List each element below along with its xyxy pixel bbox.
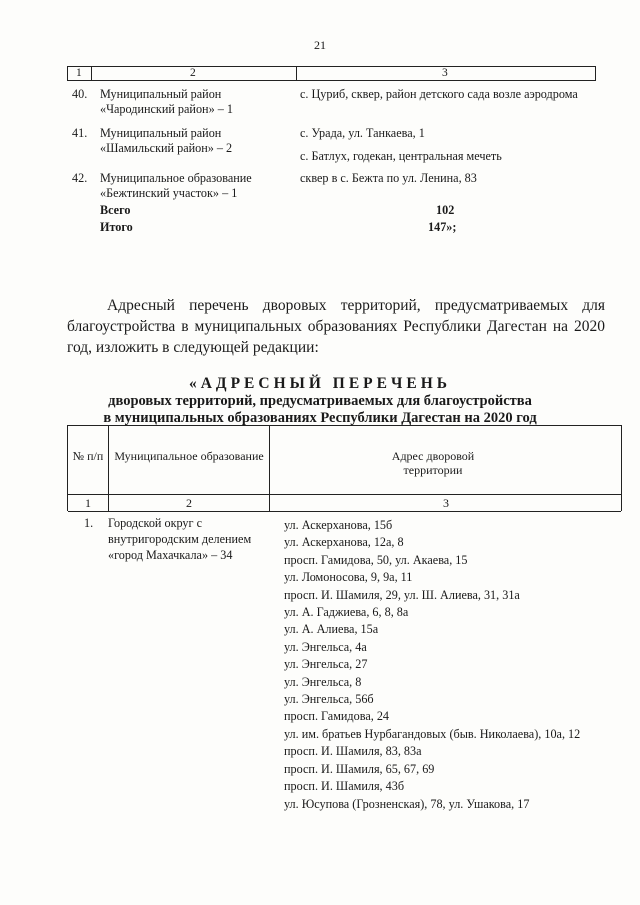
municipality: Муниципальный район «Чародинский район» – 1 (100, 87, 233, 116)
list-item: ул. Энгельса, 27 (284, 657, 368, 672)
row-number: 41. (72, 126, 88, 140)
table2-header (67, 425, 622, 511)
page-number: 21 (314, 38, 326, 52)
t1-col-1: 1 (76, 67, 82, 79)
col-address-header: Адрес дворовой территории (391, 449, 475, 477)
row-number: 42. (72, 171, 88, 185)
municipality: Городской округ с внутригородским делением «город Махачкала» – 34 (108, 516, 252, 562)
list-item: ул. Аскерханова, 12а, 8 (284, 535, 404, 550)
list-item: ул. А. Алиева, 15а (284, 622, 379, 637)
table1-header (67, 66, 596, 81)
col-num-3: 3 (443, 496, 449, 510)
t1-col-2: 2 (190, 67, 196, 79)
address-list (284, 517, 580, 813)
col-num-1: 1 (85, 496, 91, 510)
grand-total-label: Итого (100, 220, 133, 234)
address: с. Цуриб, сквер, район детского сада возле аэродрома (300, 87, 578, 101)
list-item: просп. Гамидова, 50, ул. Акаева, 15 (284, 552, 468, 567)
grand-total-value: 147»; (428, 220, 457, 234)
list-item: просп. Гамидова, 24 (284, 709, 390, 724)
body-paragraph: Адресный перечень дворовых территорий, предусматриваемых для благоустройства в муниципальных образованиях Республики Дагестан на 2020 год, изложить в следующей редакции: (67, 297, 605, 356)
col-municipality-header: Муниципальное образование (114, 449, 264, 463)
address: с. Урада, ул. Танкаева, 1 (300, 126, 425, 140)
municipality: Муниципальный район «Шамильский район» – 2 (100, 126, 233, 155)
total-value: 102 (436, 203, 455, 217)
list-item: ул. Ломоносова, 9, 9а, 11 (284, 570, 413, 585)
col-number-header: № п/п (72, 449, 104, 463)
subtitle-line-2: в муниципальных образованиях Республики Дагестан на 2020 год (103, 410, 537, 426)
row-number: 1. (84, 516, 94, 530)
list-item: ул. Энгельса, 56б (284, 692, 374, 707)
list-item: ул. Энгельса, 4а (284, 639, 367, 654)
total-label: Всего (100, 203, 131, 217)
municipality: Муниципальное образование «Бежтинский участок» – 1 (100, 171, 252, 200)
list-item: ул. Юсупова (Грозненская), 78, ул. Ушакова, 17 (284, 796, 530, 811)
row-number: 40. (72, 87, 88, 101)
col-num-2: 2 (186, 496, 192, 510)
address: с. Батлух, годекан, центральная мечеть (300, 149, 502, 163)
list-item: ул. Энгельса, 8 (284, 674, 362, 689)
list-item: ул. им. братьев Нурбагандовых (быв. Николаева), 10а, 12 (284, 726, 581, 741)
list-item: просп. И. Шамиля, 29, ул. Ш. Алиева, 31, 31а (284, 587, 520, 602)
list-item: просп. И. Шамиля, 83, 83а (284, 744, 422, 759)
t1-col-3: 3 (442, 67, 448, 79)
list-item: просп. И. Шамиля, 43б (284, 779, 405, 794)
document-title: «АДРЕСНЫЙ ПЕРЕЧЕНЬ (188, 375, 452, 392)
list-item: ул. А. Гаджиева, 6, 8, 8а (284, 605, 409, 620)
subtitle-line-1: дворовых территорий, предусматриваемых для благоустройства (108, 393, 532, 409)
document-subtitle (0, 393, 640, 427)
list-item: просп. И. Шамиля, 65, 67, 69 (284, 761, 435, 776)
list-item: ул. Аскерханова, 15б (284, 518, 393, 532)
address: сквер в с. Бежта по ул. Ленина, 83 (300, 171, 477, 185)
